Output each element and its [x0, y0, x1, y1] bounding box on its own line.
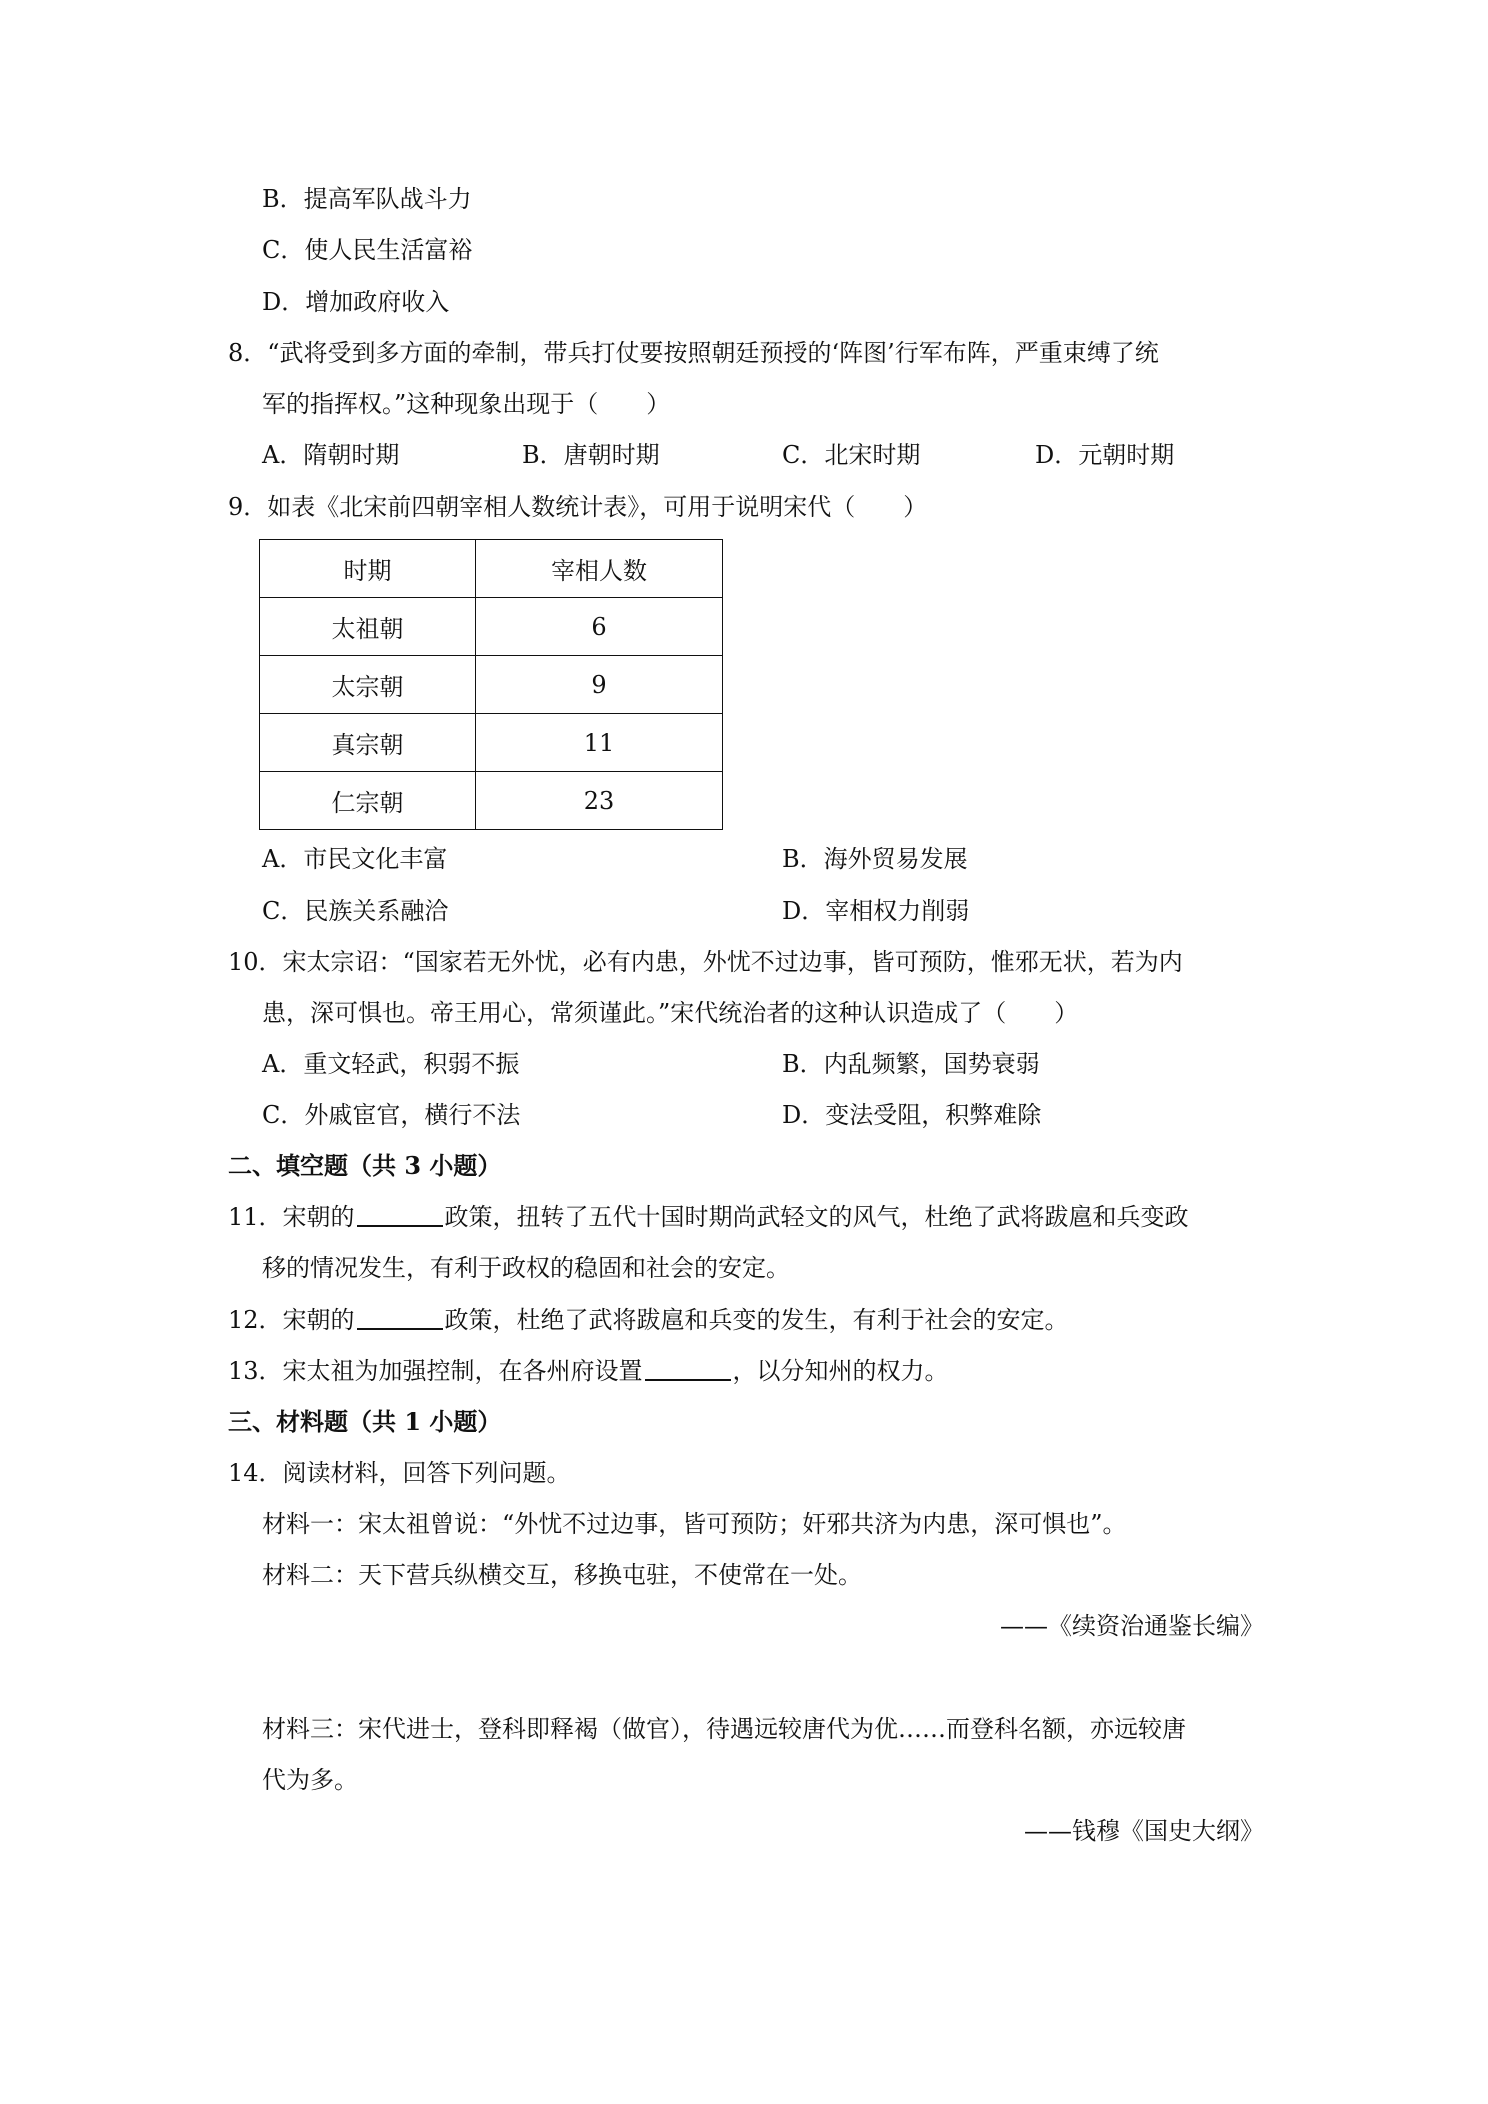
table-header-cell: 宰相人数 — [476, 540, 723, 598]
q13-prefix: 13．宋太祖为加强控制，在各州府设置 — [228, 1357, 643, 1385]
q7-option-c: C．使人民生活富裕 — [262, 236, 473, 264]
q8-option-b: B．唐朝时期 — [522, 441, 660, 469]
q8-option-c: C．北宋时期 — [782, 441, 921, 469]
q14-material-3-line1: 材料三：宋代进士，登科即释褐（做官），待遇远较唐代为优……而登科名额，亦远较唐 — [262, 1715, 1186, 1743]
q14-material-2: 材料二：天下营兵纵横交互，移换屯驻，不使常在一处。 — [262, 1561, 862, 1589]
q8-stem-line1: 8．“武将受到多方面的牵制，带兵打仗要按照朝廷预授的‘阵图’行军布阵，严重束缚了统 — [228, 339, 1159, 367]
q14-material-3-line2: 代为多。 — [262, 1766, 358, 1794]
q13-stem — [228, 1355, 949, 1387]
q10-option-b: B．内乱频繁，国势衰弱 — [782, 1050, 1040, 1078]
q11-answer-blank[interactable] — [357, 1201, 443, 1227]
q10-option-d: D．变法受阻，积弊难除 — [782, 1101, 1042, 1129]
q14-source-2: ——《续资治通鉴长编》 — [1000, 1612, 1264, 1640]
table-cell: 仁宗朝 — [260, 772, 476, 830]
q9-option-a: A．市民文化丰富 — [262, 845, 448, 873]
q9-stem: 9．如表《北宋前四朝宰相人数统计表》，可用于说明宋代（ ） — [228, 493, 928, 521]
q10-stem-line1: 10．宋太宗诏：“国家若无外忧，必有内患，外忧不过边事，皆可预防，惟邪无状，若为内 — [228, 948, 1183, 976]
q10-stem-line2: 患，深可惧也。帝王用心，常须谨此。”宋代统治者的这种认识造成了（ ） — [262, 999, 1079, 1027]
section-title-material: 三、材料题（共 1 小题） — [228, 1407, 502, 1436]
table-cell: 太宗朝 — [260, 656, 476, 714]
q11-stem-line2: 移的情况发生，有利于政权的稳固和社会的安定。 — [262, 1254, 790, 1282]
q12-prefix: 12．宋朝的 — [228, 1306, 355, 1334]
table-row — [260, 772, 723, 830]
q14-source-3: ——钱穆《国史大纲》 — [1024, 1817, 1264, 1845]
q11-suffix: 政策，扭转了五代十国时期尚武轻文的风气，杜绝了武将跋扈和兵变政 — [444, 1203, 1189, 1231]
q9-option-d: D．宰相权力削弱 — [782, 897, 970, 925]
q12-stem — [228, 1304, 1069, 1336]
table-cell: 6 — [476, 598, 723, 656]
q7-option-b: B．提高军队战斗力 — [262, 185, 472, 213]
q7-option-d: D．增加政府收入 — [262, 288, 450, 316]
table-cell: 真宗朝 — [260, 714, 476, 772]
q9-option-b: B．海外贸易发展 — [782, 845, 968, 873]
q14-material-1: 材料一：宋太祖曾说：“外忧不过边事，皆可预防；奸邪共济为内患，深可惧也”。 — [262, 1510, 1127, 1538]
q14-stem: 14．阅读材料，回答下列问题。 — [228, 1459, 571, 1487]
q10-option-c: C．外戚宦官，横行不法 — [262, 1101, 521, 1129]
table-row — [260, 714, 723, 772]
q8-option-d: D．元朝时期 — [1035, 441, 1175, 469]
q12-answer-blank[interactable] — [357, 1304, 443, 1330]
q10-option-a: A．重文轻武，积弱不振 — [262, 1050, 520, 1078]
q9-option-c: C．民族关系融洽 — [262, 897, 449, 925]
q13-suffix: ，以分知州的权力。 — [732, 1357, 949, 1385]
q11-prefix: 11．宋朝的 — [228, 1203, 355, 1231]
table-header-cell: 时期 — [260, 540, 476, 598]
q13-answer-blank[interactable] — [645, 1355, 731, 1381]
table-cell: 11 — [476, 714, 723, 772]
table-row — [260, 656, 723, 714]
table-cell: 9 — [476, 656, 723, 714]
q11-stem-line1 — [228, 1201, 1189, 1233]
q8-stem-line2: 军的指挥权。”这种现象出现于（ ） — [262, 390, 671, 418]
q12-suffix: 政策，杜绝了武将跋扈和兵变的发生，有利于社会的安定。 — [444, 1306, 1069, 1334]
table-cell: 23 — [476, 772, 723, 830]
q8-option-a: A．隋朝时期 — [262, 441, 400, 469]
section-title-fill-in: 二、填空题（共 3 小题） — [228, 1151, 502, 1180]
table-header-row — [260, 540, 723, 598]
q9-table — [259, 539, 723, 830]
table-row — [260, 598, 723, 656]
table-cell: 太祖朝 — [260, 598, 476, 656]
